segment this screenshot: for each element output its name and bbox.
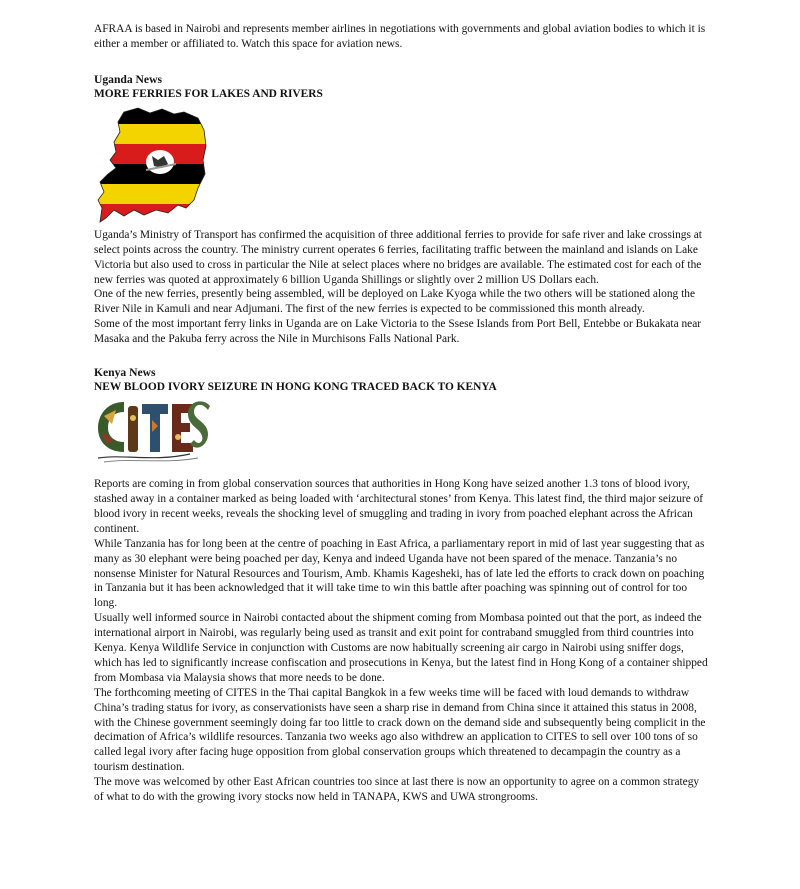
- uganda-paragraph-1: Uganda’s Ministry of Transport has confirmed the acquisition of three additional ferries to provide for safe river and lake crossings at select points across the country. The ministry current operates 6 ferries, facilitating traffic between the mainland and islands on Lake Victoria but also used to cross in particular the Nile at select places where no bridges are available. The estimated cost for each of the new ferries was quoted at approximately 6 billion Uganda Shillings or slightly over 2 million US Dollars each.: [94, 228, 702, 286]
- uganda-news-section: [94, 72, 710, 347]
- document-page: [94, 22, 710, 805]
- uganda-paragraph-2: One of the new ferries, presently being assembled, will be deployed on Lake Kyoga while the two others will be stationed along the River Nile in Kamuli and near Adjumani. The first of the new ferries is expected to be commissioned this month already.: [94, 288, 696, 316]
- kenya-news-section: [94, 365, 710, 805]
- uganda-headline: MORE FERRIES FOR LAKES AND RIVERS: [94, 87, 323, 100]
- kenya-paragraph-2: While Tanzania has for long been at the centre of poaching in East Africa, a parliamentary report in mid of last year suggesting that as many as 30 elephant were being poached per day, Kenya and indeed Uganda have not been spared of the menace. Tanzania’s no nonsense Minister for Natural Resources and Tourism, Amb. Khamis Kagesheki, has of late led the efforts to crack down on poaching in Tanzania but it has been acknowledged that it will take time to win this battle after poaching was spinning out of control for too long.: [94, 537, 705, 610]
- uganda-section-label: Uganda News: [94, 72, 162, 86]
- cites-logo-icon: [94, 396, 212, 464]
- uganda-paragraph-3: Some of the most important ferry links in Uganda are on Lake Victoria to the Ssese Islands from Port Bell, Entebbe or Bukakata near Masaka and the Pakuba ferry across the Nile in Murchisons Falls National Park.: [94, 318, 702, 346]
- kenya-paragraph-4: The forthcoming meeting of CITES in the Thai capital Bangkok in a few weeks time will be faced with loud demands to withdraw China’s trading status for ivory, as conservationists have seen a sharp rise in demand from China since it attained this status in 2008, with the Chinese government seemingly doing far too little to crack down on the demand side and subsequently being complicit in the decimation of Africa’s wildlife resources. Tanzania two weeks ago also withdrew an application to CITES to sell over 100 tons of so called legal ivory after facing huge opposition from global conservation groups which threatened to decampagin the country as a tourism destination.: [94, 686, 706, 774]
- kenya-paragraph-3: Usually well informed source in Nairobi contacted about the shipment coming from Mombasa pointed out that the port, as indeed the international airport in Nairobi, was regularly being used as transit and exit point for contraband smuggled from third countries into Kenya. Kenya Wildlife Service in conjunction with Customs are now habitually screening air cargo in Nairobi using sniffer dogs, which has led to significantly increase confiscation and prosecutions in Kenya, but the latest find in Hong Kong of a container shipped from Mombasa via Malaysia shows that more needs to be done.: [94, 612, 708, 684]
- cites-logo-text: CITES: [94, 396, 97, 398]
- kenya-paragraph-5: The move was welcomed by other East African countries too since at last there is now an opportunity to agree on a common strategy of what to do with the growing ivory stocks now held in TANAPA, KWS and UWA strongrooms.: [94, 776, 700, 804]
- kenya-section-label: Kenya News: [94, 366, 156, 380]
- intro-paragraph: AFRAA is based in Nairobi and represents member airlines in negotiations with governments and global aviation bodies to which it is either a member or affiliated to. Watch this space for aviation news.: [94, 23, 706, 50]
- section-spacer: [94, 347, 710, 365]
- kenya-headline: NEW BLOOD IVORY SEIZURE IN HONG KONG TRACED BACK TO KENYA: [94, 381, 497, 394]
- kenya-paragraph-1: Reports are coming in from global conservation sources that authorities in Hong Kong have seized another 1.3 tons of blood ivory, stashed away in a container marked as being loaded with ‘architectural stones’ from Kenya. This latest find, the third major seizure of blood ivory in recent weeks, reveals the shocking level of smuggling and trading in ivory from poached elephant across the African continent.: [94, 478, 704, 535]
- uganda-flag-map-icon: [94, 104, 212, 224]
